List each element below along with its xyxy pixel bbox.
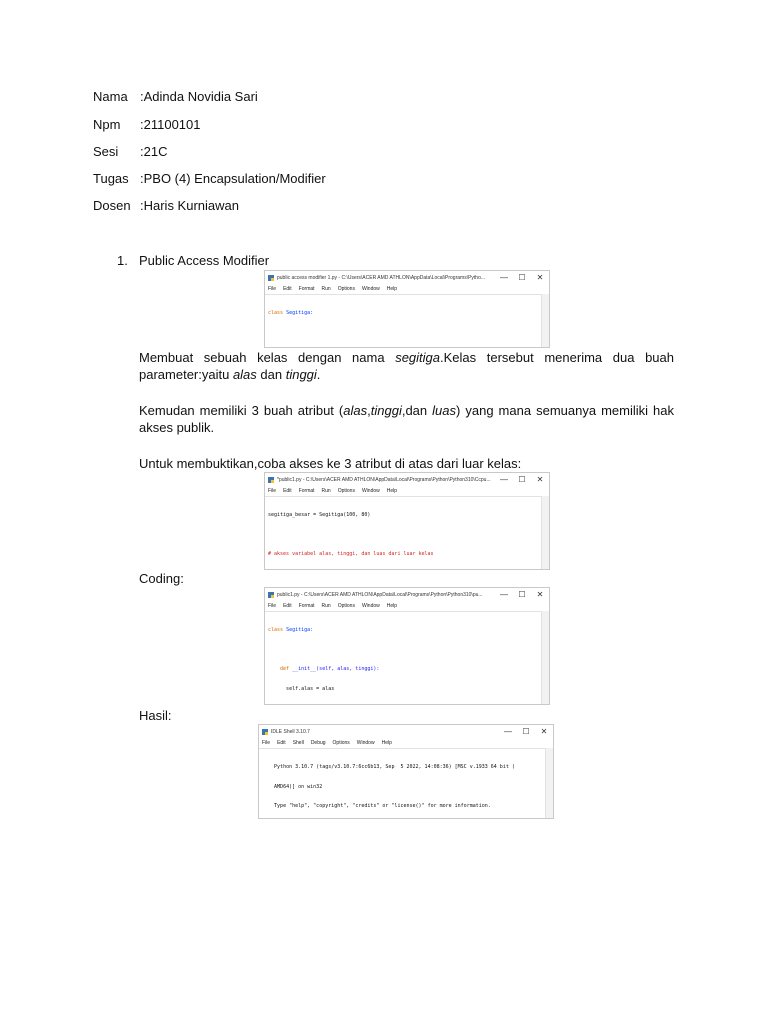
paragraph-proof: Untuk membuktikan,coba akses ke 3 atribut di atas dari luar kelas: [139,456,522,471]
text-run: ) yang mana semuanya memiliki hak akses publik. [139,403,674,435]
text-run: . [316,367,321,382]
idle-shell-window [258,724,554,819]
paragraph-attributes [139,402,674,436]
menu-edit[interactable]: Edit [277,740,286,746]
editor-window-full-code [264,587,550,705]
maximize-icon[interactable]: ☐ [522,727,530,736]
scrollbar[interactable] [541,496,549,569]
python-shell-icon [262,729,268,735]
menu-run[interactable]: Run [321,286,331,292]
info-value: :21100101 [140,117,201,132]
window-titlebar [265,588,549,601]
close-icon[interactable]: ✕ [536,475,544,484]
editor-menubar [265,486,549,497]
window-title: *public1.py - C:\Users\ACER AMD ATHLON\AppData\Local\Programs\Python\Python310\Ccpu... [277,476,491,483]
info-value: :PBO (4) Encapsulation/Modifier [140,171,326,186]
shell-line: Python 3.10.7 (tags/v3.10.7:6cc6b13, Sep 5 2022, 14:08:36) [MSC v.1933 64 bit ( [262,764,515,770]
minimize-icon[interactable]: — [500,273,508,282]
scrollbar[interactable] [541,611,549,704]
shell-menubar [259,738,553,749]
menu-shell[interactable]: Shell [292,740,304,746]
menu-file[interactable]: File [262,740,271,746]
close-icon[interactable]: ✕ [540,727,548,736]
window-title: IDLE Shell 3.10.7 [271,728,310,735]
editor-menubar [265,284,549,295]
text-run: Kemudan memiliki 3 buah atribut ( [139,403,344,418]
text-run: dan [256,367,286,382]
maximize-icon[interactable]: ☐ [518,273,526,282]
editor-menubar [265,601,549,612]
minimize-icon[interactable]: — [500,475,508,484]
info-value: :Haris Kurniawan [140,198,239,213]
code-line: segitiga_besar = Segitiga(100, 80) [268,512,371,518]
text-run: .Kelas tersebut menerima dua buah parameter:yaitu [139,350,674,382]
info-label: Sesi [93,144,119,159]
info-value: :21C [140,144,168,159]
menu-edit[interactable]: Edit [283,603,292,609]
code-area[interactable] [265,295,549,348]
text-run-italic: alas [232,367,257,382]
paragraph-class-description [139,349,674,383]
menu-help[interactable]: Help [386,603,398,609]
menu-file[interactable]: File [268,488,277,494]
menu-edit[interactable]: Edit [283,286,292,292]
menu-options[interactable]: Options [337,286,355,292]
text-run: , [367,403,371,418]
menu-window[interactable]: Window [361,488,380,494]
text-run-italic: segitiga [395,350,440,365]
menu-run[interactable]: Run [321,488,331,494]
menu-debug[interactable]: Debug [310,740,326,746]
scrollbar[interactable] [545,748,553,818]
code-area[interactable] [265,612,549,705]
window-title: public access modifier 1.py - C:\Users\ACER AMD ATHLON\AppData\Local\Programs\Pytho... [277,274,486,281]
menu-window[interactable]: Window [356,740,375,746]
menu-window[interactable]: Window [361,286,380,292]
info-label: Dosen [93,198,131,213]
menu-help[interactable]: Help [381,740,392,746]
info-label: Npm [93,117,121,132]
text-run-italic: tinggi [370,403,402,418]
code-text: Segitiga: [283,627,314,633]
window-titlebar [265,473,549,486]
minimize-icon[interactable]: — [504,727,512,736]
scrollbar[interactable] [541,294,549,347]
menu-format[interactable]: Format [298,286,315,292]
code-text: __init__(self, alas, tinggi): [289,666,380,672]
python-file-icon [268,275,274,281]
editor-window-class [264,270,550,348]
text-run-italic: tinggi [285,367,317,382]
text-run: ,dan [401,403,433,418]
window-titlebar [265,271,549,284]
menu-file[interactable]: File [268,286,277,292]
close-icon[interactable]: ✕ [536,590,544,599]
python-file-icon [268,477,274,483]
menu-run[interactable]: Run [321,603,331,609]
menu-format[interactable]: Format [298,603,315,609]
text-run-italic: alas [343,403,368,418]
menu-edit[interactable]: Edit [283,488,292,494]
close-icon[interactable]: ✕ [536,273,544,282]
menu-window[interactable]: Window [361,603,380,609]
menu-help[interactable]: Help [386,488,398,494]
code-line: self.alas = alas [268,685,335,692]
menu-file[interactable]: File [268,603,277,609]
window-titlebar [259,725,553,738]
window-title: public1.py - C:\Users\ACER AMD ATHLON\AppData\Local\Programs\Python\Python310\pu... [277,591,483,598]
shell-output[interactable] [259,749,553,819]
shell-line: AMD64)] on win32 [262,783,323,790]
shell-line: Type "help", "copyright", "credits" or "license()" for more information. [262,803,491,809]
text-run-italic: luas [432,403,457,418]
coding-label: Coding: [139,571,184,586]
text-run: Membuat sebuah kelas dengan nama [139,350,396,365]
maximize-icon[interactable]: ☐ [518,475,526,484]
menu-format[interactable]: Format [298,488,315,494]
menu-options[interactable]: Options [332,740,350,746]
section-title: Public Access Modifier [139,253,270,268]
python-file-icon [268,592,274,598]
code-text: Segitiga: [283,310,314,316]
menu-options[interactable]: Options [337,603,355,609]
hasil-label: Hasil: [139,708,172,723]
code-keyword: def [268,666,290,672]
section-number: 1. [117,253,128,268]
minimize-icon[interactable]: — [500,590,508,599]
menu-options[interactable]: Options [337,488,355,494]
code-comment: # akses variabel alas, tinggi, dan luas dari luar kelas [268,551,434,557]
editor-window-access [264,472,550,570]
info-label: Tugas [93,171,129,186]
maximize-icon[interactable]: ☐ [518,590,526,599]
info-value: :Adinda Novidia Sari [140,89,258,104]
code-keyword: class [268,310,284,316]
code-area[interactable] [265,497,549,570]
code-keyword: class [268,627,284,633]
info-label: Nama [93,89,128,104]
menu-help[interactable]: Help [386,286,398,292]
